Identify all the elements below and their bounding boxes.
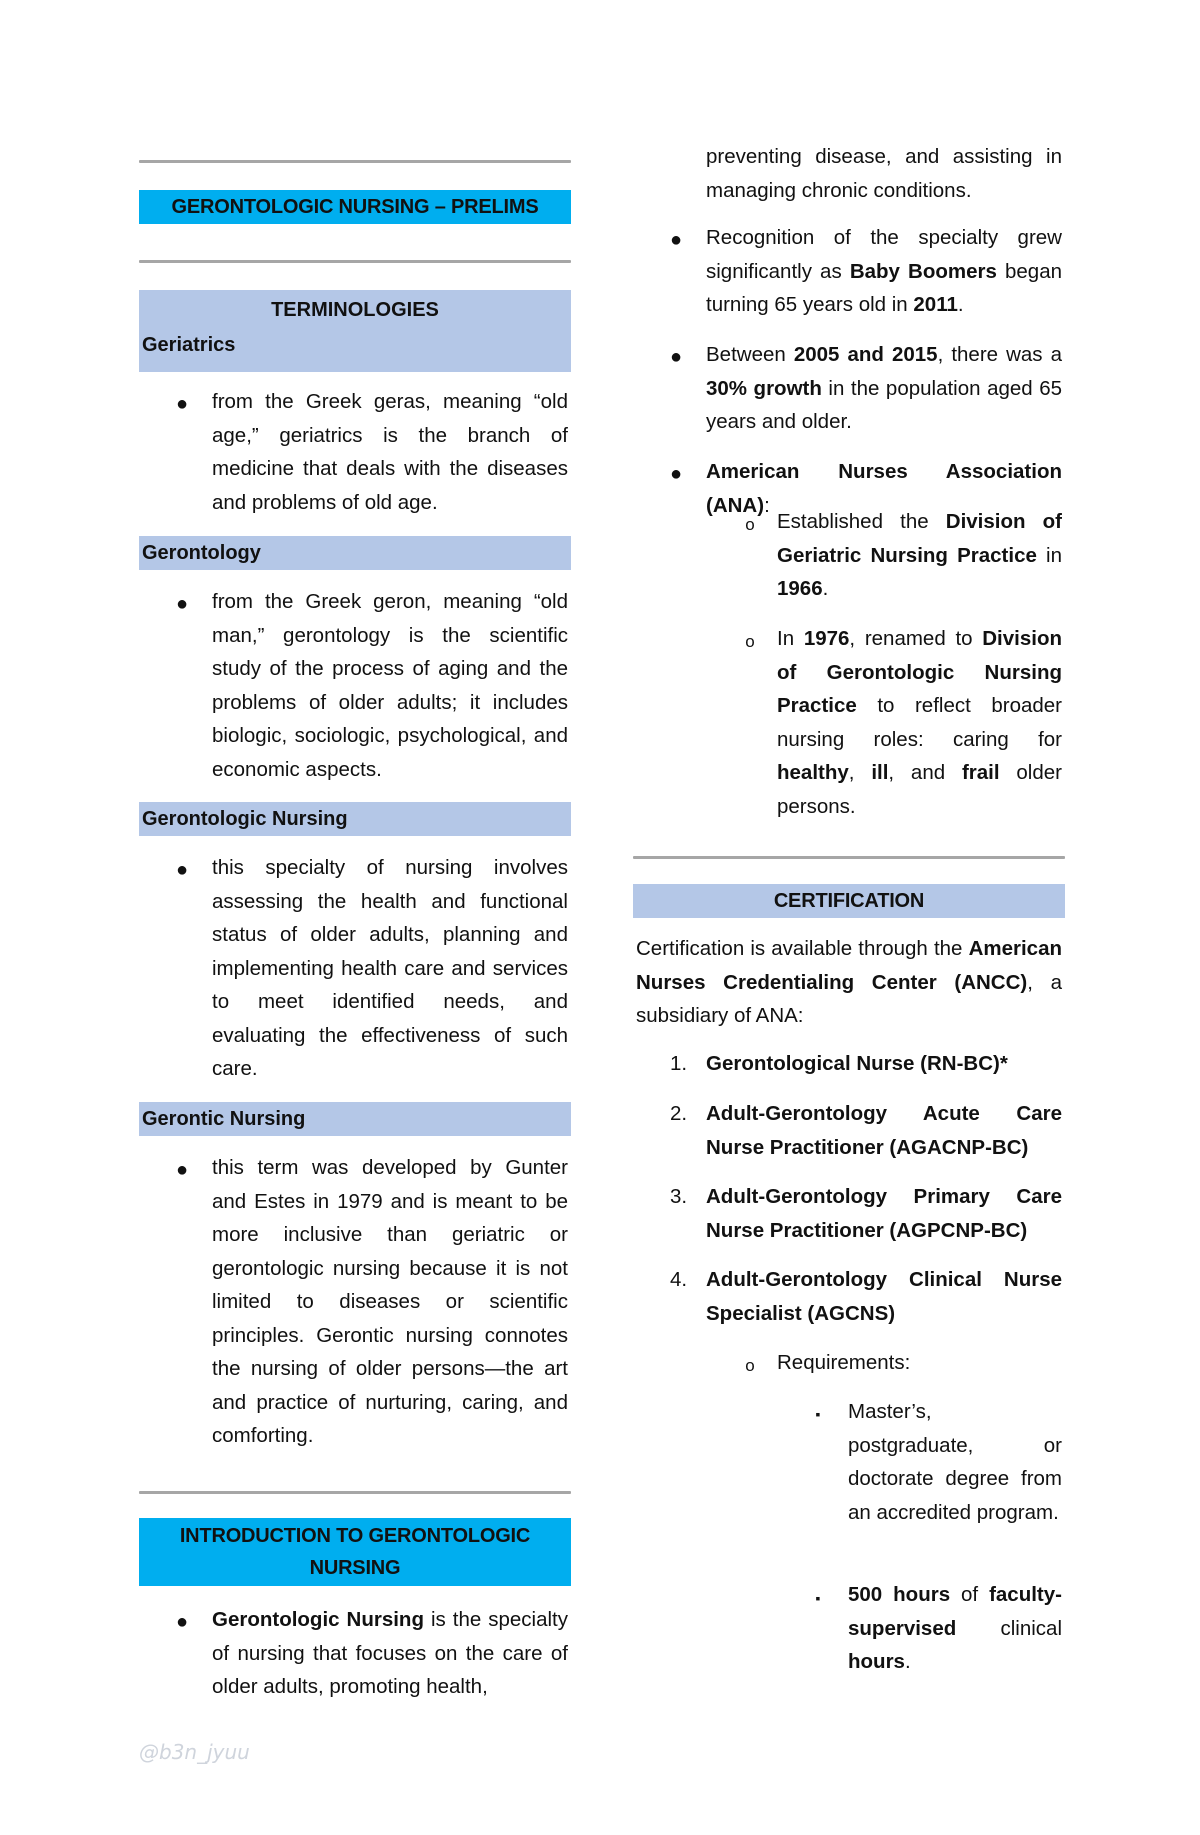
list-number-2: 2. (670, 1102, 688, 1125)
renamed-b1: 1976 (803, 627, 850, 650)
divider-line (139, 260, 571, 263)
certification-banner: CERTIFICATION (633, 884, 1065, 918)
renamed-b2: Division of Gerontologic Nursing Practice (777, 627, 1062, 717)
renamed-b5: frail (961, 761, 1000, 784)
req2-text3: . (904, 1650, 911, 1673)
recognition-t1: Recognition of the specialty grew significantly as (706, 226, 1062, 283)
renamed-t2: , renamed to (849, 627, 983, 650)
list-item-2 (706, 1097, 1062, 1164)
terminologies-box (139, 290, 571, 372)
gerontic-nursing-definition: this term was developed by Gunter and Estes in 1979 and is meant to be more inclusive than geriatric or gerontologic nursing because it is not limited to diseases or scientific principles. Gerontic nursing connotes the nursing of older persons—the art and practice of nurturing, caring, and comforting. (212, 1156, 568, 1447)
between-b1: 2005 and 2015 (793, 343, 938, 366)
title-banner: GERONTOLOGIC NURSING – PRELIMS (139, 190, 571, 224)
bullet-circle: o (745, 515, 755, 534)
established-t3: . (822, 577, 829, 600)
list-item-3-text: Adult-Gerontology Primary Care Nurse Practitioner (AGPCNP-BC) (706, 1185, 1062, 1242)
recognition-paragraph (706, 221, 1062, 322)
between-paragraph (706, 338, 1062, 439)
divider-line (633, 856, 1065, 859)
bullet-disc: ● (175, 859, 189, 881)
req2-text2: clinical (956, 1616, 1062, 1640)
between-t3: in the population aged 65 years and older. (706, 376, 1063, 433)
req2-bold3: hours (848, 1650, 905, 1673)
recognition-b1: Baby Boomers (849, 259, 997, 283)
certification-t2: , a subsidiary of ANA: (636, 970, 1062, 1027)
intro-bold: Gerontologic Nursing (212, 1608, 424, 1631)
req2-text: of (950, 1583, 990, 1606)
list-item-1-text: Gerontological Nurse (RN-BC)* (706, 1052, 1008, 1075)
ana-b1: American Nurses Association (ANA) (706, 460, 1062, 517)
intro-paragraph (212, 1603, 568, 1704)
bullet-circle: o (745, 632, 755, 651)
list-number-1: 1. (670, 1052, 688, 1075)
bullet-square: ▪ (815, 1590, 821, 1606)
ana-t1: : (764, 493, 770, 517)
renamed-b4: ill (871, 761, 889, 784)
req2-bold2: faculty-supervised (848, 1583, 1062, 1640)
term-gerontologic-nursing: Gerontologic Nursing (139, 802, 571, 836)
renamed-t6: older persons. (777, 761, 1062, 818)
list-item-4-text: Adult-Gerontology Clinical Nurse Specialist (AGCNS) (706, 1268, 1062, 1325)
continuation-text: preventing disease, and assisting in managing chronic conditions. (706, 145, 1062, 202)
list-number-3: 3. (670, 1185, 688, 1208)
geriatrics-definition: from the Greek geras, meaning “old age,” geriatrics is the branch of medicine that deals with the diseases and problems of old age. (212, 390, 568, 514)
renamed-b3: healthy (777, 761, 849, 784)
list-item-2-text: Adult-Gerontology Acute Care Nurse Practitioner (AGACNP-BC) (706, 1102, 1062, 1159)
certification-b1: American Nurses Credentialing Center (ANCC) (636, 937, 1062, 994)
requirements-label: Requirements: (777, 1351, 911, 1374)
watermark: @b3n_jyuu (139, 1740, 250, 1764)
list-item-1 (706, 1047, 1062, 1081)
between-b2: 30% growth (706, 376, 822, 400)
gerontologic-nursing-definition: this specialty of nursing involves assessing the health and functional status of older adults, planning and implementing health care and services to meet identified needs, and evaluating the effectiveness of such care. (212, 856, 568, 1080)
terminologies-heading: TERMINOLOGIES (271, 299, 439, 321)
list-number-4: 4. (670, 1268, 688, 1291)
term-gerontology: Gerontology (139, 536, 571, 570)
req2-bold: 500 hours (848, 1583, 951, 1606)
bullet-disc: ● (175, 1159, 189, 1181)
established-b2: 1966 (777, 577, 823, 600)
bullet-disc: ● (175, 393, 189, 415)
bullet-disc: ● (669, 346, 683, 368)
intro-text: is the specialty of nursing that focuses on the care of older adults, promoting health, (212, 1608, 568, 1698)
gerontology-definition: from the Greek geron, meaning “old man,” gerontology is the scientific study of the process of aging and the problems of older adults; it includes biologic, sociologic, psychological, and economic aspects. (212, 590, 568, 781)
term-geriatrics: Geriatrics (142, 334, 236, 356)
renamed-t5: , and (888, 761, 962, 784)
certification-t1: Certification is available through the (636, 937, 969, 960)
bullet-disc: ● (175, 1611, 189, 1633)
renamed-t3: to reflect broader nursing roles: caring for (777, 694, 1062, 751)
between-t2: , there was a (937, 343, 1062, 366)
renamed-t1: In (777, 627, 804, 650)
bullet-disc: ● (175, 593, 189, 615)
divider-line (139, 160, 571, 163)
divider-line (139, 1491, 571, 1494)
term-gerontic-nursing: Gerontic Nursing (139, 1102, 571, 1136)
established-paragraph (777, 505, 1062, 606)
established-t2: in (1036, 543, 1062, 567)
requirement-degree: Master’s, postgraduate, or doctorate degree from an accredited program. (848, 1400, 1062, 1524)
list-item-4 (706, 1263, 1062, 1330)
list-item-3 (706, 1180, 1062, 1247)
recognition-b2: 2011 (913, 293, 958, 316)
bullet-circle: o (745, 1356, 755, 1375)
recognition-t3: . (957, 293, 964, 316)
bullet-square: ▪ (815, 1406, 821, 1422)
between-t1: Between (706, 343, 794, 366)
requirement-hours (848, 1578, 1062, 1679)
renamed-paragraph (777, 622, 1062, 823)
recognition-t2: began turning 65 years old in (706, 259, 1063, 316)
certification-paragraph (636, 932, 1062, 1033)
intro-banner: INTRODUCTION TO GERONTOLOGIC NURSING (139, 1518, 571, 1586)
bullet-disc: ● (669, 229, 683, 251)
renamed-t4: , (848, 761, 872, 784)
established-t1: Established the (777, 510, 946, 533)
established-b1: Division of Geriatric Nursing Practice (777, 510, 1062, 567)
bullet-disc: ● (669, 463, 683, 485)
